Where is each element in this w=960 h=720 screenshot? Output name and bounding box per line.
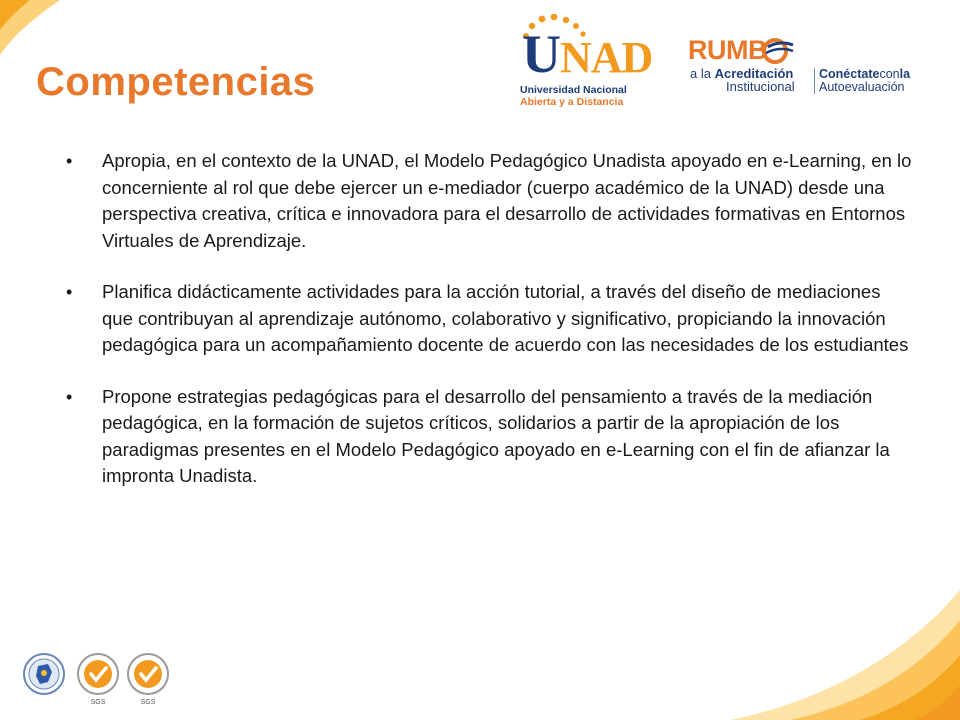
colombia-seal-icon	[22, 652, 66, 706]
unad-letter-u: U	[522, 24, 560, 84]
bullet-icon: •	[66, 151, 73, 171]
rumbo-right-mid: con	[879, 67, 900, 81]
seal-label: SGS	[90, 699, 106, 706]
decorative-swoosh-bottom	[710, 560, 960, 720]
rumbo-right-line2: Autoevaluación	[819, 80, 905, 94]
competencias-list	[64, 148, 914, 515]
globe-icon	[760, 36, 794, 66]
seal-label: SGS	[140, 699, 156, 706]
unad-subtitle-line2: Abierta y a Distancia	[520, 96, 624, 108]
rumbo-right-bold1: Conéctate	[819, 67, 880, 81]
rumbo-right-bold2: la	[899, 67, 911, 81]
list-item	[64, 148, 914, 254]
unad-logo	[518, 14, 653, 110]
rumbo-line2: Institucional	[726, 79, 795, 94]
unad-subtitle-line1: Universidad Nacional	[520, 84, 627, 96]
sgs-certification-icon	[76, 652, 120, 706]
bullet-icon: •	[66, 282, 73, 302]
unad-subtitle	[520, 84, 627, 108]
bullet-text: Apropia, en el contexto de la UNAD, el Modelo Pedagógico Unadista apoyado en e-Learning, en lo concerniente al rol que debe ejercer un e-mediador (cuerpo académico de la UNAD) desde una perspectiva creativa, crítica e innovadora para el desarrollo de actividades formativas en Entornos Virtuales de Aprendizaje.	[102, 150, 912, 251]
unad-letters-nad: NAD	[560, 33, 653, 82]
rumbo-right-line1	[819, 67, 910, 81]
bullet-icon: •	[66, 386, 73, 407]
rumbo-divider	[814, 68, 815, 94]
slide-title: Competencias	[36, 60, 316, 104]
unad-wordmark	[522, 24, 653, 84]
rumbo-line1-prefix: a la	[690, 66, 715, 81]
rumbo-wordmark: RUMB	[688, 35, 767, 65]
rumbo-line1-bold: Acreditación	[714, 66, 794, 81]
list-item	[64, 384, 914, 490]
certification-seals	[22, 652, 172, 708]
bullet-text: Planifica didácticamente actividades para la acción tutorial, a través del diseño de mediaciones que contribuyan al aprendizaje autónomo, colaborativo y significativo, propiciando la innovación pedagógica para un acompañamiento docente de acuerdo con las necesidades de los estudiantes	[102, 281, 909, 355]
bullet-text: Propone estrategias pedagógicas para el desarrollo del pensamiento a través de la mediación pedagógica, en la formación de sujetos críticos, solidarios a partir de la apropiación de los paradigmas presentes en el Modelo Pedagógico apoyado en e-Learning con el fin de afianzar la impronta Unadista.	[102, 385, 890, 486]
sgs-certification-icon	[126, 652, 170, 706]
list-item	[64, 279, 914, 359]
rumbo-acreditacion-logo	[688, 36, 928, 100]
